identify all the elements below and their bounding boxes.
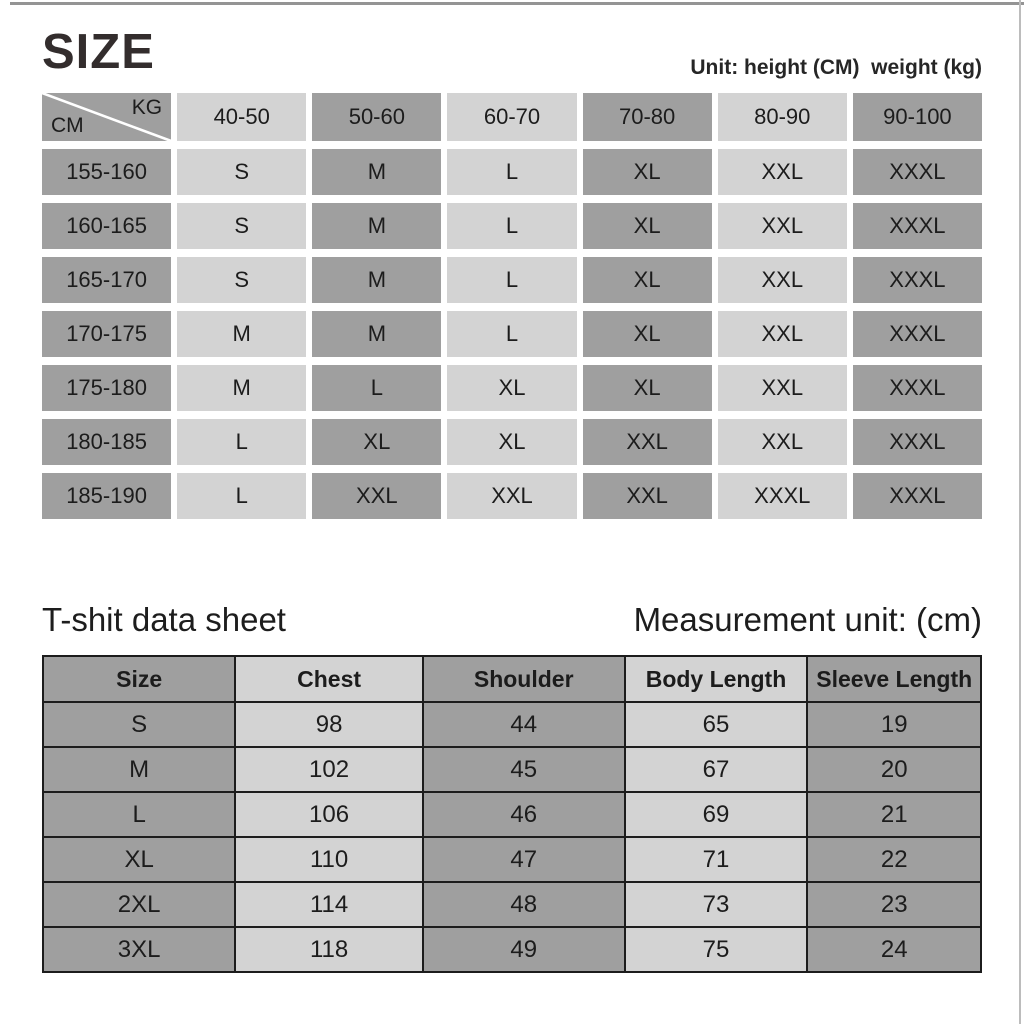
size-value-cell: M: [177, 365, 306, 411]
height-range-cell: 175-180: [42, 365, 171, 411]
size-value-cell: XXL: [312, 473, 441, 519]
sheet-data-cell: 114: [235, 882, 423, 927]
table-row: [43, 927, 981, 972]
page-title: SIZE: [42, 25, 155, 79]
sheet-data-cell: L: [43, 792, 235, 837]
size-value-cell: M: [177, 311, 306, 357]
sheet-data-cell: 110: [235, 837, 423, 882]
weight-header-cell: 80-90: [718, 93, 847, 141]
sheet-data-cell: 106: [235, 792, 423, 837]
size-value-cell: L: [447, 257, 576, 303]
size-selection-table: [42, 93, 982, 519]
sheet-data-cell: 48: [423, 882, 625, 927]
size-value-cell: XL: [312, 419, 441, 465]
sheet-data-cell: S: [43, 702, 235, 747]
sheet-header-cell: Body Length: [625, 656, 808, 702]
size-value-cell: XXXL: [853, 419, 982, 465]
height-range-cell: 165-170: [42, 257, 171, 303]
table-row: [43, 747, 981, 792]
size-value-cell: M: [312, 257, 441, 303]
weight-header-cell: 70-80: [583, 93, 712, 141]
sheet-data-cell: 23: [807, 882, 981, 927]
table-row: [43, 837, 981, 882]
size-value-cell: XXXL: [853, 149, 982, 195]
weight-header-cell: 50-60: [312, 93, 441, 141]
sheet-data-cell: 2XL: [43, 882, 235, 927]
sheet-data-cell: 20: [807, 747, 981, 792]
size-value-cell: XL: [583, 149, 712, 195]
size-value-cell: XXXL: [853, 203, 982, 249]
corner-cm-label: CM: [51, 114, 84, 137]
sheet-data-cell: 67: [625, 747, 808, 792]
sheet-data-cell: 45: [423, 747, 625, 792]
sheet-data-cell: 47: [423, 837, 625, 882]
right-border-line: [1019, 0, 1021, 1024]
height-range-cell: 185-190: [42, 473, 171, 519]
size-value-cell: XXL: [718, 257, 847, 303]
sheet-data-cell: 3XL: [43, 927, 235, 972]
sheet-data-cell: 21: [807, 792, 981, 837]
measurement-table-body: [43, 702, 981, 972]
size-value-cell: XXXL: [718, 473, 847, 519]
size-value-cell: L: [177, 419, 306, 465]
sheet-header-cell: Sleeve Length: [807, 656, 981, 702]
sheet-data-cell: 44: [423, 702, 625, 747]
weight-header-cell: 60-70: [447, 93, 576, 141]
size-value-cell: XXL: [583, 419, 712, 465]
size-value-cell: S: [177, 149, 306, 195]
size-value-cell: XL: [583, 365, 712, 411]
size-value-cell: XXL: [718, 365, 847, 411]
height-range-cell: 170-175: [42, 311, 171, 357]
data-sheet-title: T-shit data sheet: [42, 601, 286, 638]
sheet-data-cell: 71: [625, 837, 808, 882]
size-value-cell: XL: [447, 365, 576, 411]
sheet-data-cell: 46: [423, 792, 625, 837]
corner-cell: [42, 93, 171, 141]
sheet-data-cell: 49: [423, 927, 625, 972]
size-value-cell: XXXL: [853, 257, 982, 303]
size-value-cell: S: [177, 257, 306, 303]
height-range-cell: 180-185: [42, 419, 171, 465]
measurement-unit-note: Measurement unit: (cm): [633, 601, 982, 638]
size-value-cell: XXL: [718, 419, 847, 465]
sheet-data-cell: XL: [43, 837, 235, 882]
weight-header-cell: 90-100: [853, 93, 982, 141]
table-row: [43, 792, 981, 837]
sheet-data-cell: 75: [625, 927, 808, 972]
sheet-data-cell: M: [43, 747, 235, 792]
size-value-cell: XXL: [583, 473, 712, 519]
table-row: [43, 702, 981, 747]
size-value-cell: L: [312, 365, 441, 411]
size-value-cell: XXXL: [853, 311, 982, 357]
size-value-cell: M: [312, 149, 441, 195]
size-value-cell: S: [177, 203, 306, 249]
size-value-cell: XXL: [718, 203, 847, 249]
measurement-table-header: [43, 656, 981, 702]
table-row: [43, 656, 981, 702]
sheet-data-cell: 73: [625, 882, 808, 927]
size-value-cell: L: [447, 149, 576, 195]
height-range-cell: 155-160: [42, 149, 171, 195]
top-border-line: [10, 2, 1024, 5]
sheet-data-cell: 24: [807, 927, 981, 972]
size-value-cell: XXL: [718, 311, 847, 357]
table-row: [43, 882, 981, 927]
size-value-cell: XL: [583, 203, 712, 249]
size-value-cell: XXXL: [853, 473, 982, 519]
size-value-cell: XXL: [447, 473, 576, 519]
corner-kg-label: KG: [131, 96, 163, 119]
sheet-data-cell: 22: [807, 837, 981, 882]
size-value-cell: L: [447, 311, 576, 357]
height-range-cell: 160-165: [42, 203, 171, 249]
sheet-data-cell: 102: [235, 747, 423, 792]
sheet-header-cell: Size: [43, 656, 235, 702]
sheet-header-cell: Shoulder: [423, 656, 625, 702]
size-value-cell: XXXL: [853, 365, 982, 411]
sheet-data-cell: 65: [625, 702, 808, 747]
size-value-cell: M: [312, 311, 441, 357]
size-value-cell: L: [447, 203, 576, 249]
size-value-cell: XL: [583, 311, 712, 357]
size-value-cell: M: [312, 203, 441, 249]
sheet-data-cell: 118: [235, 927, 423, 972]
sheet-data-cell: 19: [807, 702, 981, 747]
unit-note: Unit: height (CM) weight (kg): [690, 56, 982, 79]
size-value-cell: XL: [447, 419, 576, 465]
size-value-cell: L: [177, 473, 306, 519]
weight-header-cell: 40-50: [177, 93, 306, 141]
measurement-table: [42, 655, 982, 973]
size-value-cell: XL: [583, 257, 712, 303]
sheet-header-cell: Chest: [235, 656, 423, 702]
sheet-data-cell: 98: [235, 702, 423, 747]
sheet-data-cell: 69: [625, 792, 808, 837]
size-value-cell: XXL: [718, 149, 847, 195]
